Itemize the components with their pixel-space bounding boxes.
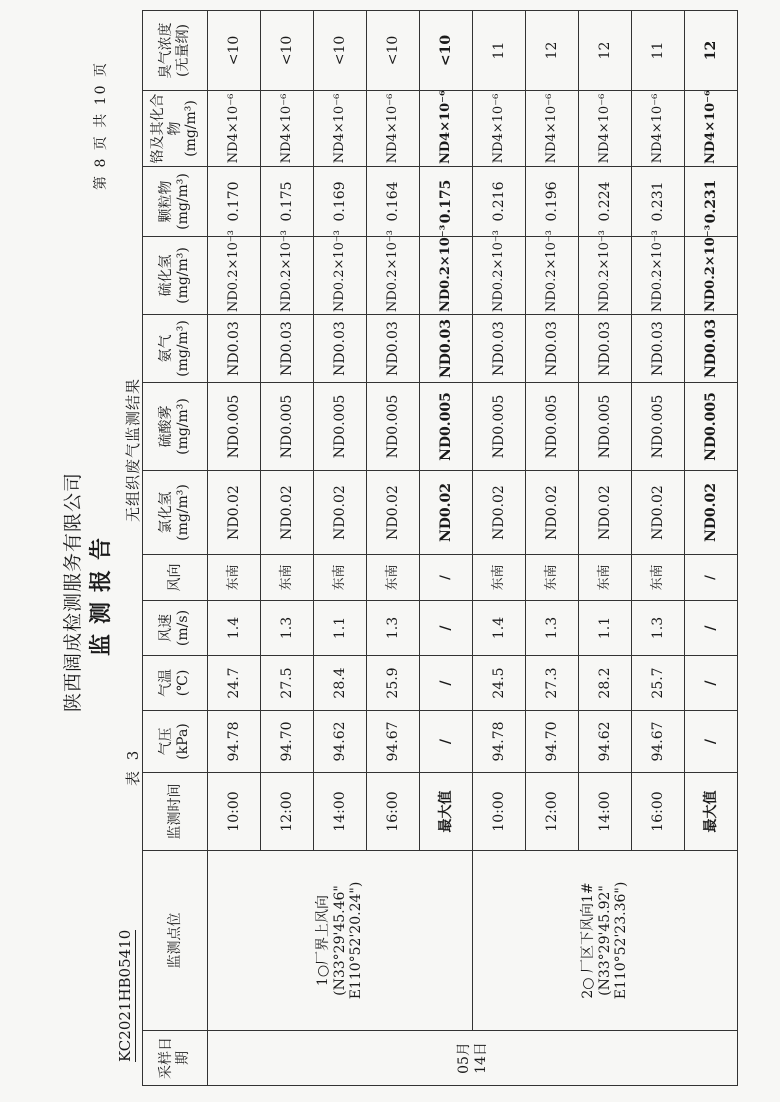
cell-time: 16:00 <box>367 773 420 851</box>
cell-h2s: ND0.2×10⁻³ <box>685 237 738 315</box>
cell-hcl: ND0.02 <box>420 471 473 555</box>
cell-wind-direction: 东南 <box>367 555 420 601</box>
cell-pressure: 94.70 <box>526 711 579 773</box>
cell-odor: <10 <box>208 11 261 91</box>
cell-pm: 0.231 <box>685 167 738 237</box>
table-caption: 无组织废气监测结果 <box>124 377 142 522</box>
cell-wind-direction: 东南 <box>473 555 526 601</box>
cell-h2so4: ND0.005 <box>579 383 632 471</box>
cell-chromium: ND4×10⁻⁶ <box>367 91 420 167</box>
cell-time: 最大值 <box>420 773 473 851</box>
cell-nh3: ND0.03 <box>632 315 685 383</box>
cell-wind-speed: 1.3 <box>367 601 420 656</box>
cell-odor: 12 <box>685 11 738 91</box>
cell-h2so4: ND0.005 <box>367 383 420 471</box>
cell-odor: <10 <box>367 11 420 91</box>
cell-temperature: 24.7 <box>208 656 261 711</box>
cell-time: 16:00 <box>632 773 685 851</box>
cell-chromium: ND4×10⁻⁶ <box>208 91 261 167</box>
cell-pressure: 94.70 <box>261 711 314 773</box>
cell-wind-direction: 东南 <box>632 555 685 601</box>
cell-time: 12:00 <box>526 773 579 851</box>
cell-wind-speed: 1.1 <box>579 601 632 656</box>
cell-nh3: ND0.03 <box>314 315 367 383</box>
table-label: 表 3 <box>124 747 142 786</box>
cell-nh3: ND0.03 <box>579 315 632 383</box>
header-pressure: 气压 (kPa) <box>143 711 208 773</box>
header-odor: 臭气浓度 (无量纲) <box>143 11 208 91</box>
cell-h2s: ND0.2×10⁻³ <box>420 237 473 315</box>
cell-nh3: ND0.03 <box>367 315 420 383</box>
cell-pm: 0.175 <box>420 167 473 237</box>
cell-time: 10:00 <box>473 773 526 851</box>
cell-odor: 12 <box>526 11 579 91</box>
cell-time: 10:00 <box>208 773 261 851</box>
cell-pm: 0.224 <box>579 167 632 237</box>
cell-nh3: ND0.03 <box>685 315 738 383</box>
cell-h2so4: ND0.005 <box>473 383 526 471</box>
cell-wind-speed: 1.3 <box>526 601 579 656</box>
cell-h2so4: ND0.005 <box>420 383 473 471</box>
cell-wind-speed: 1.4 <box>208 601 261 656</box>
header-chromium: 铬及其化合物 (mg/m³) <box>143 91 208 167</box>
cell-h2so4: ND0.005 <box>208 383 261 471</box>
cell-pm: 0.196 <box>526 167 579 237</box>
cell-temperature: 28.2 <box>579 656 632 711</box>
table-row <box>208 11 261 1086</box>
cell-pm: 0.231 <box>632 167 685 237</box>
cell-time: 最大值 <box>685 773 738 851</box>
cell-temperature: / <box>685 656 738 711</box>
cell-pm: 0.170 <box>208 167 261 237</box>
cell-wind-direction: 东南 <box>579 555 632 601</box>
cell-pressure: / <box>685 711 738 773</box>
cell-odor: <10 <box>420 11 473 91</box>
cell-nh3: ND0.03 <box>420 315 473 383</box>
cell-hcl: ND0.02 <box>526 471 579 555</box>
header-wind-speed: 风速 (m/s) <box>143 601 208 656</box>
header-time: 监测时间 <box>143 773 208 851</box>
cell-chromium: ND4×10⁻⁶ <box>526 91 579 167</box>
cell-pressure: 94.67 <box>367 711 420 773</box>
cell-hcl: ND0.02 <box>367 471 420 555</box>
header-date: 采样日期 <box>143 1031 208 1086</box>
cell-wind-speed: 1.3 <box>261 601 314 656</box>
cell-nh3: ND0.03 <box>526 315 579 383</box>
cell-pressure: 94.62 <box>314 711 367 773</box>
header-h2s: 硫化氢 (mg/m³) <box>143 237 208 315</box>
cell-chromium: ND4×10⁻⁶ <box>632 91 685 167</box>
cell-pm: 0.169 <box>314 167 367 237</box>
cell-wind-speed: / <box>420 601 473 656</box>
cell-chromium: ND4×10⁻⁶ <box>314 91 367 167</box>
cell-hcl: ND0.02 <box>208 471 261 555</box>
cell-wind-speed: / <box>685 601 738 656</box>
cell-h2s: ND0.2×10⁻³ <box>314 237 367 315</box>
cell-h2s: ND0.2×10⁻³ <box>526 237 579 315</box>
cell-wind-direction: 东南 <box>208 555 261 601</box>
cell-pm: 0.164 <box>367 167 420 237</box>
header-h2so4: 硫酸雾 (mg/m³) <box>143 383 208 471</box>
report-title: 监测报告 <box>88 528 114 657</box>
page-number: 第 8 页 共 10 页 <box>93 61 109 190</box>
header-nh3: 氨气 (mg/m³) <box>143 315 208 383</box>
cell-temperature: 27.5 <box>261 656 314 711</box>
cell-temperature: 28.4 <box>314 656 367 711</box>
cell-h2so4: ND0.005 <box>685 383 738 471</box>
cell-temperature: 25.9 <box>367 656 420 711</box>
table-header-row <box>143 11 208 1086</box>
table-row <box>473 11 526 1086</box>
cell-odor: 12 <box>579 11 632 91</box>
company-name: 陕西阔成检测服务有限公司 <box>62 472 84 713</box>
cell-h2so4: ND0.005 <box>526 383 579 471</box>
cell-temperature: / <box>420 656 473 711</box>
location-upwind-cell: 1○厂界上风向 (N33°29'45.46" E110°52'20.24") <box>208 851 473 1031</box>
cell-chromium: ND4×10⁻⁶ <box>261 91 314 167</box>
cell-pm: 0.175 <box>261 167 314 237</box>
cell-wind-direction: 东南 <box>314 555 367 601</box>
cell-chromium: ND4×10⁻⁶ <box>420 91 473 167</box>
cell-pressure: 94.67 <box>632 711 685 773</box>
cell-wind-speed: 1.3 <box>632 601 685 656</box>
cell-odor: 11 <box>632 11 685 91</box>
header-location: 监测点位 <box>143 851 208 1031</box>
cell-temperature: 27.3 <box>526 656 579 711</box>
cell-nh3: ND0.03 <box>208 315 261 383</box>
cell-h2so4: ND0.005 <box>632 383 685 471</box>
report-number: KC2021HB05410 <box>116 929 134 1062</box>
cell-odor: 11 <box>473 11 526 91</box>
cell-hcl: ND0.02 <box>473 471 526 555</box>
cell-chromium: ND4×10⁻⁶ <box>579 91 632 167</box>
cell-pressure: 94.62 <box>579 711 632 773</box>
cell-hcl: ND0.02 <box>685 471 738 555</box>
cell-nh3: ND0.03 <box>473 315 526 383</box>
cell-time: 12:00 <box>261 773 314 851</box>
cell-wind-direction: / <box>420 555 473 601</box>
cell-temperature: 25.7 <box>632 656 685 711</box>
cell-h2s: ND0.2×10⁻³ <box>208 237 261 315</box>
cell-chromium: ND4×10⁻⁶ <box>685 91 738 167</box>
cell-wind-direction: 东南 <box>261 555 314 601</box>
cell-pressure: / <box>420 711 473 773</box>
cell-hcl: ND0.02 <box>314 471 367 555</box>
cell-hcl: ND0.02 <box>261 471 314 555</box>
cell-odor: <10 <box>314 11 367 91</box>
cell-h2s: ND0.2×10⁻³ <box>261 237 314 315</box>
cell-pressure: 94.78 <box>208 711 261 773</box>
cell-temperature: 24.5 <box>473 656 526 711</box>
cell-h2so4: ND0.005 <box>314 383 367 471</box>
cell-wind-direction: / <box>685 555 738 601</box>
cell-h2s: ND0.2×10⁻³ <box>367 237 420 315</box>
header-pm: 颗粒物 (mg/m³) <box>143 167 208 237</box>
cell-h2s: ND0.2×10⁻³ <box>579 237 632 315</box>
cell-pressure: 94.78 <box>473 711 526 773</box>
cell-wind-speed: 1.1 <box>314 601 367 656</box>
cell-time: 14:00 <box>314 773 367 851</box>
sample-date-cell: 05月 14日 <box>208 1031 738 1086</box>
cell-h2s: ND0.2×10⁻³ <box>632 237 685 315</box>
monitoring-results-table <box>142 10 738 1086</box>
cell-odor: <10 <box>261 11 314 91</box>
header-hcl: 氯化氢 (mg/m³) <box>143 471 208 555</box>
cell-time: 14:00 <box>579 773 632 851</box>
header-temperature: 气温 (℃) <box>143 656 208 711</box>
cell-chromium: ND4×10⁻⁶ <box>473 91 526 167</box>
cell-wind-direction: 东南 <box>526 555 579 601</box>
cell-hcl: ND0.02 <box>632 471 685 555</box>
cell-h2so4: ND0.005 <box>261 383 314 471</box>
cell-pm: 0.216 <box>473 167 526 237</box>
cell-h2s: ND0.2×10⁻³ <box>473 237 526 315</box>
location-downwind-cell: 2○ 厂区下风向1# (N33°29'45.92" E110°52'23.36") <box>473 851 738 1031</box>
cell-hcl: ND0.02 <box>579 471 632 555</box>
header-wind-direction: 风向 <box>143 555 208 601</box>
cell-wind-speed: 1.4 <box>473 601 526 656</box>
cell-nh3: ND0.03 <box>261 315 314 383</box>
